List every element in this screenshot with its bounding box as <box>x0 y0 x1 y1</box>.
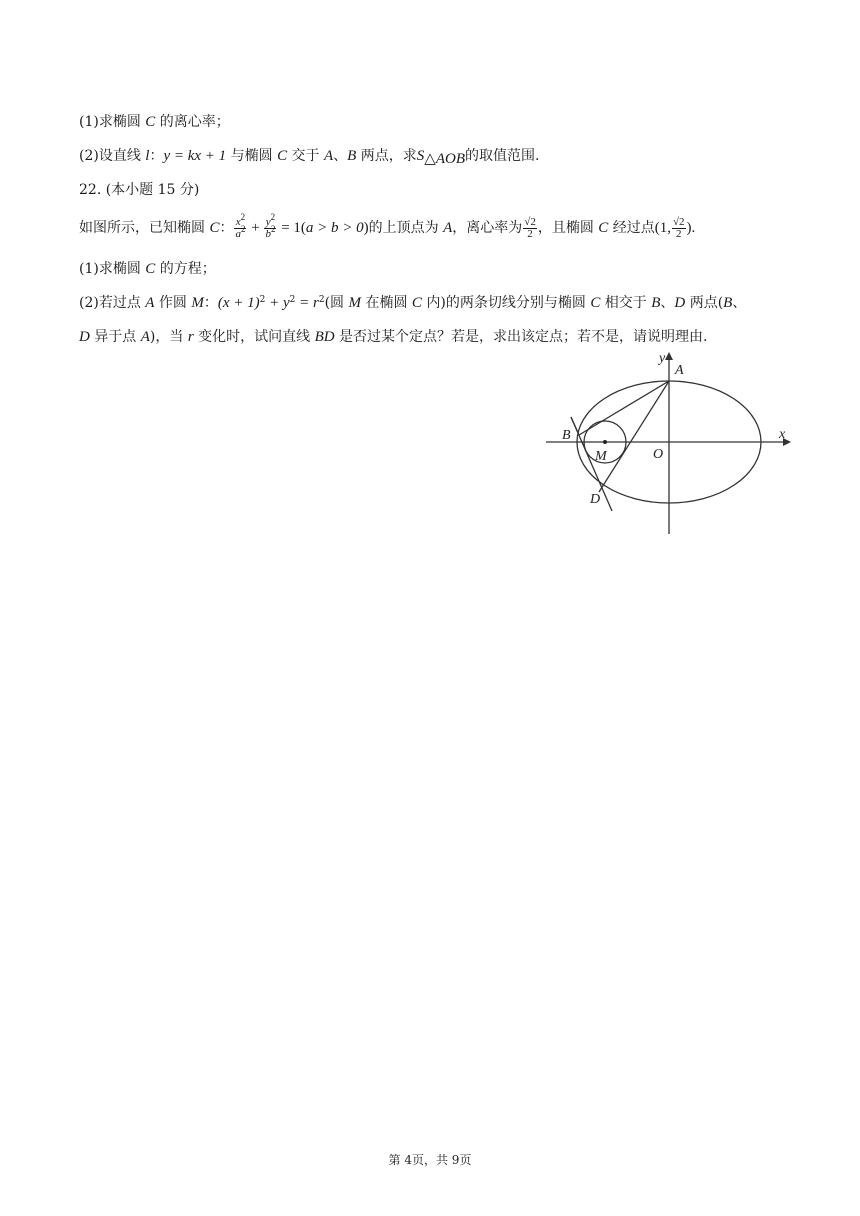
q22-part2-mid2: 在椭圆 <box>361 295 412 311</box>
q22-part2-paren-open: (圆 <box>324 295 349 311</box>
frac-y-den: b <box>265 227 271 240</box>
label-y-axis: y <box>659 351 666 366</box>
q22-intro-mid4: 经过点 <box>608 220 655 236</box>
q22-intro-top-vertex: A <box>443 220 453 236</box>
q22-intro-eq-rhs: = 1( <box>277 220 306 236</box>
q22-intro-pt-open: (1, <box>654 220 671 236</box>
frac-y-den-sup: 2 <box>270 223 276 234</box>
q22-intro-curve2: C <box>598 220 609 236</box>
q22-intro-pt-close: ). <box>686 220 696 236</box>
label-x-axis: x <box>779 427 786 442</box>
q22-part2-curve2: C <box>590 295 601 311</box>
q21-part2-line-name: l <box>145 148 150 164</box>
q22-intro-plus: + <box>247 220 264 236</box>
q21-part2-mid2: 交于 <box>287 148 324 164</box>
q21-part2-colon: ： <box>149 148 164 164</box>
q22-part2-mid5: 两点( <box>685 295 724 311</box>
q22-part2-eq-mid: + y <box>265 295 290 311</box>
q22-part2-sep2: 、 <box>732 295 747 311</box>
q22-intro-frac-x <box>234 211 246 240</box>
pt-den: 2 <box>676 227 682 240</box>
q21-part2-point-b: B <box>347 148 357 164</box>
q22-intro-frac-y <box>264 211 276 240</box>
q22-part2-point-a: A <box>145 295 155 311</box>
q21-part2 <box>79 147 539 165</box>
q22-part2-line2-mid2: )，当 <box>149 329 188 345</box>
label-point-o: O <box>653 447 664 462</box>
q21-part2-mid3: 两点，求 <box>356 148 417 164</box>
q22-part2-prefix: (2)若过点 <box>79 295 146 311</box>
label-point-d: D <box>590 492 601 507</box>
q22-part2-line2 <box>79 328 708 346</box>
q21-part2-area-symbol: S <box>416 148 425 164</box>
q21-part2-equation: y = kx + 1 <box>163 148 227 164</box>
q21-part1-prefix: (1)求椭圆 <box>79 114 146 130</box>
q22-part2-circle2: M <box>348 295 362 311</box>
ecc-den: 2 <box>527 227 533 240</box>
q22-part1-curve: C <box>145 261 156 277</box>
q21-part1-curve: C <box>145 114 156 130</box>
q21-part1 <box>79 113 230 131</box>
q22-part2-eq-eq: = r <box>295 295 319 311</box>
label-point-m: M <box>595 449 607 464</box>
q22-intro-cond: a > b > 0 <box>305 220 364 236</box>
q22-intro-pt-frac <box>672 217 686 240</box>
q22-part2-curve: C <box>411 295 422 311</box>
q22-intro-ecc <box>523 217 537 240</box>
q22-part2-point-b2: B <box>723 295 733 311</box>
q22-part2-sep: 、 <box>660 295 675 311</box>
y-axis-arrow <box>665 352 673 360</box>
q21-part2-suffix: 的取值范围. <box>465 148 540 164</box>
q22-part2-point-b: B <box>651 295 661 311</box>
ellipse-figure <box>538 348 798 538</box>
q22-part2-line2-suffix: 是否过某个定点？若是，求出该定点；若不是，请说明理由. <box>334 329 708 345</box>
q22-part2-sq2: 2 <box>289 295 296 305</box>
frac-x-den-sup: 2 <box>240 223 246 234</box>
q21-part2-prefix: (2)设直线 <box>79 148 146 164</box>
q22-intro-curve: C <box>209 220 220 236</box>
q22-part2-line2-point-a: A <box>140 329 150 345</box>
q21-part2-area-sub: △AOB <box>424 151 465 167</box>
q21-part2-sep: 、 <box>333 148 348 164</box>
frac-x-den: a <box>235 227 241 240</box>
frac-x-num-sup: 2 <box>240 211 246 222</box>
q21-part2-mid1: 与椭圆 <box>226 148 278 164</box>
center-m-dot <box>603 440 607 444</box>
q22-part1-prefix: (1)求椭圆 <box>79 261 146 277</box>
page-footer: 第 4页，共 9页 <box>388 1153 472 1167</box>
q22-part2-eq-lhs: (x + 1) <box>217 295 260 311</box>
q22-part2-sq3: 2 <box>318 295 325 305</box>
q22-part2-sq1: 2 <box>259 295 266 305</box>
q22-intro-mid3: ，且椭圆 <box>537 220 599 236</box>
q22-intro <box>79 211 696 242</box>
q22-part1-suffix: 的方程； <box>155 261 216 277</box>
label-point-b: B <box>562 428 571 443</box>
q22-part2-mid3: 内)的两条切线分别与椭圆 <box>421 295 591 311</box>
q22-part2-line1 <box>79 294 746 312</box>
q22-part2-colon: ： <box>203 295 218 311</box>
frac-y-num: y <box>265 215 271 228</box>
ecc-num: √2 <box>524 215 536 228</box>
pt-num: √2 <box>673 215 685 228</box>
q22-part1 <box>79 260 216 278</box>
q22-part2-mid4: 相交于 <box>600 295 652 311</box>
q22-part2-circle: M <box>191 295 204 311</box>
q22-part2-line2-bd: BD <box>314 329 335 345</box>
frac-y-num-sup: 2 <box>270 211 276 222</box>
q22-header <box>79 181 199 199</box>
tangent-line-ad <box>599 381 669 492</box>
label-point-a: A <box>675 363 684 378</box>
frac-x-num: x <box>235 215 241 228</box>
q22-intro-colon: ： <box>219 220 234 236</box>
q22-part2-line2-point-d: D <box>79 329 90 345</box>
q22-intro-mid2: ，离心率为 <box>452 220 523 236</box>
q22-part2-mid1: 作圆 <box>154 295 192 311</box>
q21-part2-point-a: A <box>324 148 334 164</box>
q22-part2-line2-mid3: 变化时，试问直线 <box>193 329 315 345</box>
q22-part2-line2-r: r <box>187 329 194 345</box>
q22-intro-prefix: 如图所示，已知椭圆 <box>79 220 210 236</box>
q21-part2-curve: C <box>277 148 288 164</box>
q22-header-text: 22. (本小题 15 分) <box>79 182 200 198</box>
q21-part1-suffix: 的离心率； <box>155 114 230 130</box>
q22-intro-close: ) <box>363 220 369 236</box>
q22-intro-mid1: 的上顶点为 <box>368 220 444 236</box>
q22-part2-line2-mid1: 异于点 <box>89 329 141 345</box>
q22-part2-point-d: D <box>674 295 686 311</box>
